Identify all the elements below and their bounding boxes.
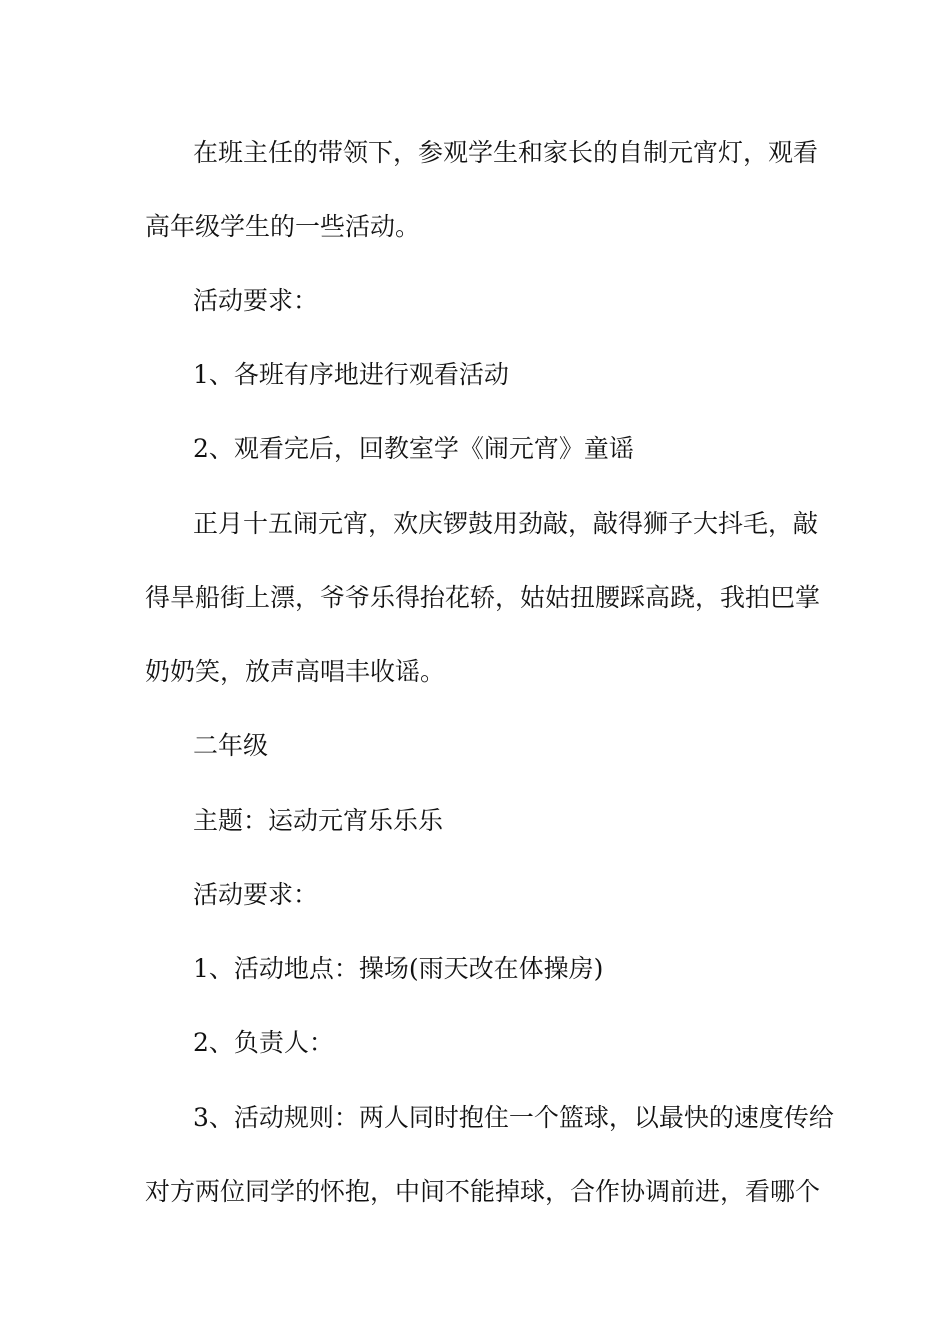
paragraph-line: 活动要求： <box>193 880 319 909</box>
paragraph-line: 奶奶笑，放声高唱丰收谣。 <box>145 657 446 686</box>
paragraph-line: 高年级学生的一些活动。 <box>145 212 421 241</box>
paragraph-line: 1、活动地点：操场(雨天改在体操房) <box>193 954 604 983</box>
paragraph-line: 主题：运动元宵乐乐乐 <box>193 806 444 835</box>
paragraph-line: 二年级 <box>193 731 269 760</box>
paragraph-line: 1、各班有序地进行观看活动 <box>193 360 509 389</box>
paragraph-line: 活动要求： <box>193 286 319 315</box>
paragraph-line: 在班主任的带领下，参观学生和家长的自制元宵灯，观看 <box>193 138 819 167</box>
paragraph-line: 2、负责人： <box>193 1028 334 1057</box>
paragraph-line: 正月十五闹元宵，欢庆锣鼓用劲敲，敲得狮子大抖毛，敲 <box>193 509 819 538</box>
paragraph-line: 3、活动规则：两人同时抱住一个篮球，以最快的速度传给 <box>193 1103 834 1132</box>
paragraph-line: 对方两位同学的怀抱，中间不能掉球，合作协调前进，看哪个 <box>145 1177 821 1206</box>
paragraph-line: 2、观看完后，回教室学《闹元宵》童谣 <box>193 434 634 463</box>
paragraph-line: 得旱船街上漂，爷爷乐得抬花轿，姑姑扭腰踩高跷，我拍巴掌 <box>145 583 821 612</box>
